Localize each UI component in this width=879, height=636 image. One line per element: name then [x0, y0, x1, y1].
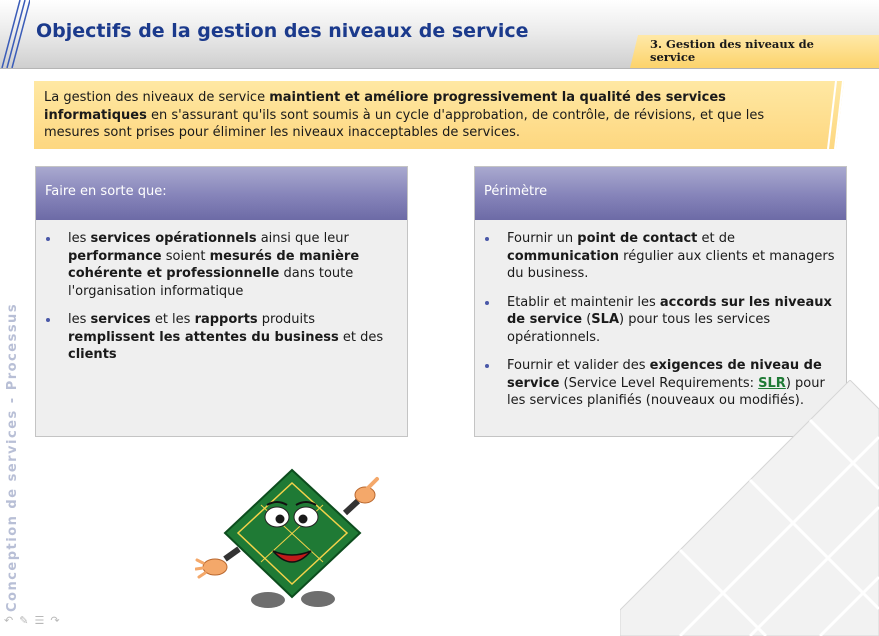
- chapter-label: 3. Gestion des niveaux de service: [650, 37, 814, 64]
- list-item: les services et les rapports produits remplissent les attentes du business et des clients: [68, 311, 397, 364]
- objectives-list: [36, 220, 407, 364]
- intro-text: La gestion des niveaux de service maintient et améliore progressivement la qualité des services informatiques en s'assurant qu'ils sont soumis à un cycle d'approbation, de contrôle, de révisions, et que les mesures sont prises pour éliminer les niveaux inacceptables de services.: [44, 90, 765, 140]
- sidebar-vertical-label: Conception de services - Processus: [5, 302, 20, 612]
- pen-icon[interactable]: ✎: [19, 614, 29, 627]
- list-item: les services opérationnels ainsi que leur performance soient mesurés de manière cohérente et professionnelle dans toute l'organisation informatique: [68, 230, 397, 300]
- page-title: Objectifs de la gestion des niveaux de service: [36, 20, 529, 42]
- back-arrow-icon[interactable]: ↶: [4, 614, 14, 627]
- list-item: Etablir et maintenir les accords sur les niveaux de service (SLA) pour tous les services opérationnels.: [507, 294, 836, 347]
- scope-box-header: [475, 167, 846, 220]
- objectives-heading: Faire en sorte que:: [45, 184, 167, 199]
- forward-arrow-icon[interactable]: ↷: [50, 614, 60, 627]
- header-stripes-decoration: [0, 0, 30, 68]
- menu-icon[interactable]: ☰: [34, 614, 45, 627]
- list-item: Fournir et valider des exigences de niveau de service (Service Level Requirements: SLR) pour les services planifiés (nouveaux ou modifiés).: [507, 357, 836, 410]
- decorative-tiles: [620, 380, 879, 636]
- slr-link[interactable]: SLR: [758, 375, 786, 391]
- nav-controls: [4, 614, 60, 627]
- intro-stripes-decoration: [826, 81, 846, 149]
- list-item: Fournir un point de contact et de communication régulier aux clients et managers du business.: [507, 231, 835, 281]
- scope-heading: Périmètre: [484, 184, 548, 199]
- open-hand-icon: [196, 549, 239, 577]
- objectives-box: [35, 166, 408, 437]
- objectives-box-header: [36, 167, 407, 220]
- pointing-hand-icon: [345, 479, 377, 513]
- mascot-illustration: [195, 465, 380, 615]
